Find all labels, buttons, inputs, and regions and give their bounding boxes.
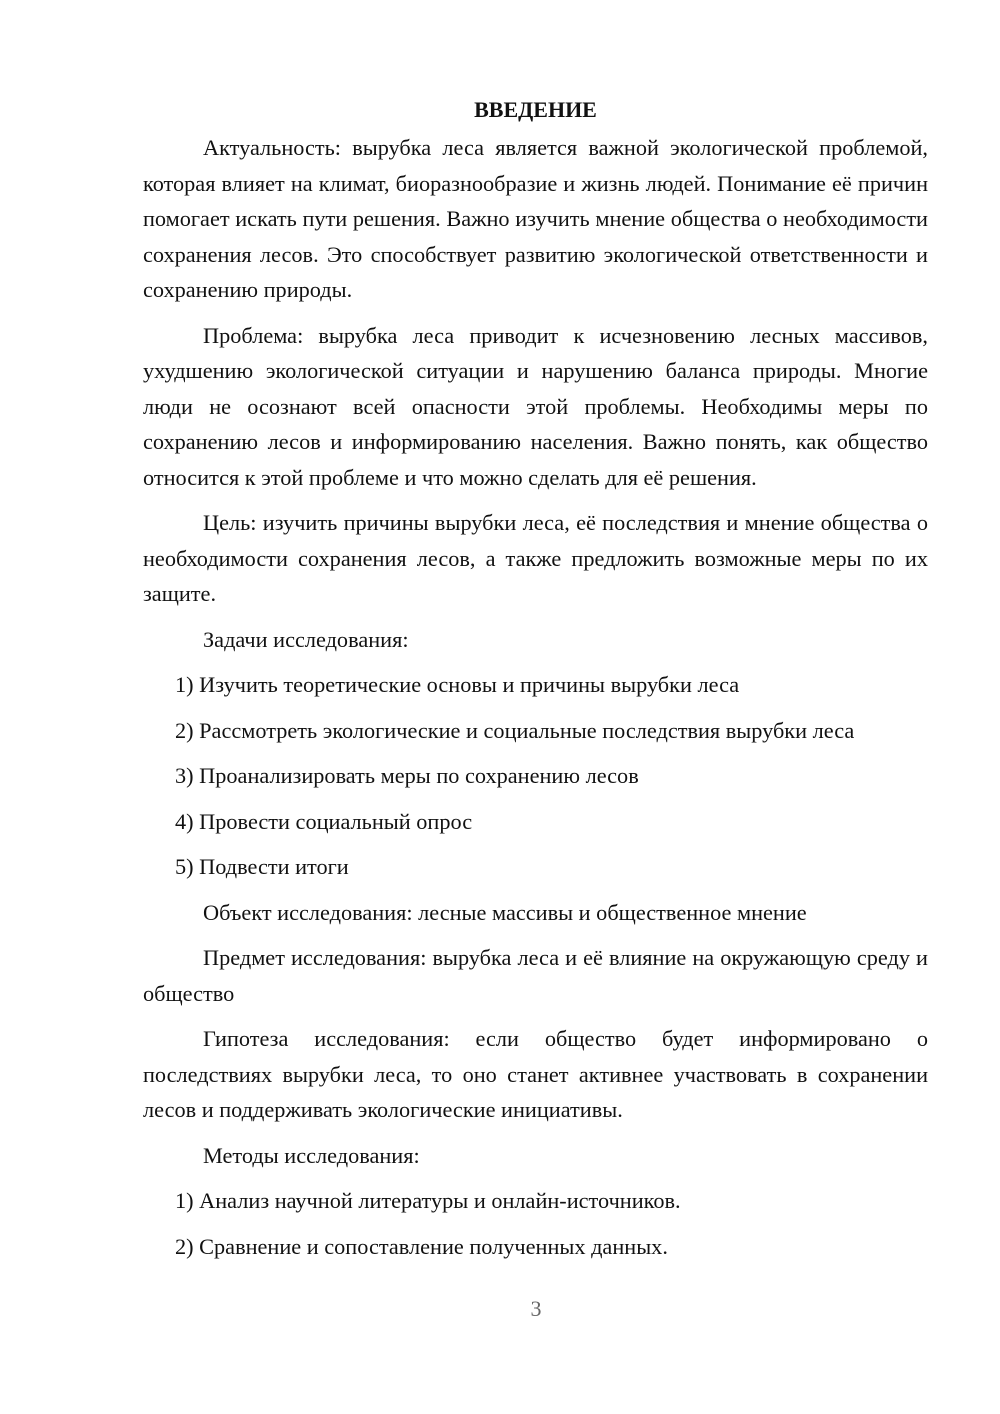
method-item: 1) Анализ научной литературы и онлайн-источников. bbox=[175, 1188, 681, 1213]
relevance-paragraph: Актуальность: вырубка леса является важной экологической проблемой, которая влияет на климат, биоразнообразие и жизнь людей. Понимание её причин помогает искать пути решения. Важно изучить мнение общества о необходимости сохранения лесов. Это способствует развитию экологической ответственности и сохранению природы. bbox=[143, 135, 928, 302]
task-item: 3) Проанализировать меры по сохранению лесов bbox=[175, 763, 639, 788]
object-paragraph: Объект исследования: лесные массивы и общественное мнение bbox=[203, 899, 807, 925]
subject-paragraph: Предмет исследования: вырубка леса и её влияние на окружающую среду и общество bbox=[143, 945, 928, 1006]
problem-paragraph: Проблема: вырубка леса приводит к исчезновению лесных массивов, ухудшению экологической ситуации и нарушению баланса природы. Многие люди не осознают всей опасности этой проблемы. Необходимы меры по сохранению лесов и информированию населения. Важно понять, как общество относится к этой проблеме и что можно сделать для её решения. bbox=[143, 322, 928, 490]
task-item: 1) Изучить теоретические основы и причины вырубки леса bbox=[175, 672, 740, 697]
task-item: 5) Подвести итоги bbox=[175, 854, 349, 879]
section-title: ВВЕДЕНИЕ bbox=[474, 97, 597, 122]
hypothesis-paragraph: Гипотеза исследования: если общество будет информировано о последствиях вырубки леса, то оно станет активнее участвовать в сохранении лесов и поддерживать экологические инициативы. bbox=[143, 1026, 928, 1122]
goal-paragraph: Цель: изучить причины вырубки леса, её последствия и мнение общества о необходимости сохранения лесов, а также предложить возможные меры по их защите. bbox=[143, 510, 928, 606]
tasks-heading: Задачи исследования: bbox=[203, 626, 409, 652]
page-number: 3 bbox=[530, 1296, 542, 1321]
task-item: 2) Рассмотреть экологические и социальные последствия вырубки леса bbox=[175, 717, 855, 743]
methods-heading: Методы исследования: bbox=[203, 1142, 420, 1168]
document-body bbox=[143, 92, 928, 1274]
tasks-list bbox=[143, 667, 928, 885]
methods-list bbox=[143, 1183, 928, 1264]
task-item: 4) Провести социальный опрос bbox=[175, 808, 473, 834]
method-item: 2) Сравнение и сопоставление полученных данных. bbox=[175, 1233, 668, 1259]
